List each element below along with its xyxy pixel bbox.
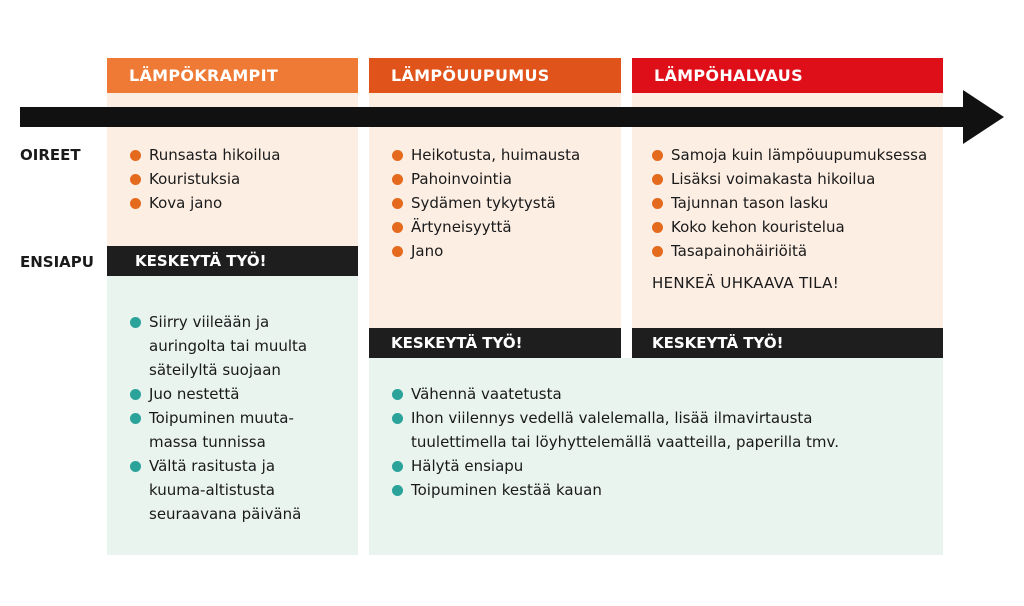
exhaustion-header: LÄMPÖUUPUMUS <box>369 58 621 93</box>
list-item: Toipuminen kestää kauan <box>392 478 872 502</box>
stop-work-banner-cramps: KESKEYTÄ TYÖ! <box>107 246 358 276</box>
cramps-firstaid-list <box>130 310 320 526</box>
shared-firstaid-list <box>392 382 872 502</box>
stroke-symptom-list <box>652 143 942 263</box>
stop-work-banner-exhaustion: KESKEYTÄ TYÖ! <box>369 328 621 358</box>
stop-work-banner-stroke: KESKEYTÄ TYÖ! <box>632 328 943 358</box>
list-item: Kouristuksia <box>130 167 352 191</box>
list-item: Pahoinvointia <box>392 167 617 191</box>
list-item: Samoja kuin lämpöuupumuksessa <box>652 143 942 167</box>
list-item: Jano <box>392 239 617 263</box>
cramps-header: LÄMPÖKRAMPIT <box>107 58 358 93</box>
list-item: Heikotusta, huimausta <box>392 143 617 167</box>
exhaustion-symptom-list <box>392 143 617 263</box>
list-item: Kova jano <box>130 191 352 215</box>
list-item: Tajunnan tason lasku <box>652 191 942 215</box>
list-item: Koko kehon kouristelua <box>652 215 942 239</box>
symptoms-row-label: OIREET <box>20 146 81 164</box>
list-item: Runsasta hikoilua <box>130 143 352 167</box>
list-item: Toipuminen muuta-massa tunnissa <box>130 406 320 454</box>
list-item: Siirry viileään ja auringolta tai muulta säteilyltä suojaan <box>130 310 320 382</box>
cramps-symptom-list <box>130 143 352 215</box>
list-item: Tasapainohäiriöitä <box>652 239 942 263</box>
list-item: Vältä rasitusta ja kuuma-altistusta seuraavana päivänä <box>130 454 320 526</box>
list-item: Ärtyneisyyttä <box>392 215 617 239</box>
list-item: Vähennä vaatetusta <box>392 382 872 406</box>
list-item: Juo nestettä <box>130 382 320 406</box>
list-item: Ihon viilennys vedellä valelemalla, lisää ilmavirtausta tuulettimella tai löyhyttelemällä vaatteilla, paperilla tmv. <box>392 406 872 454</box>
stroke-header: LÄMPÖHALVAUS <box>632 58 943 93</box>
life-threatening-warning: HENKEÄ UHKAAVA TILA! <box>652 274 840 292</box>
firstaid-row-label: ENSIAPU <box>20 253 94 271</box>
list-item: Lisäksi voimakasta hikoilua <box>652 167 942 191</box>
list-item: Sydämen tykytystä <box>392 191 617 215</box>
list-item: Hälytä ensiapu <box>392 454 872 478</box>
